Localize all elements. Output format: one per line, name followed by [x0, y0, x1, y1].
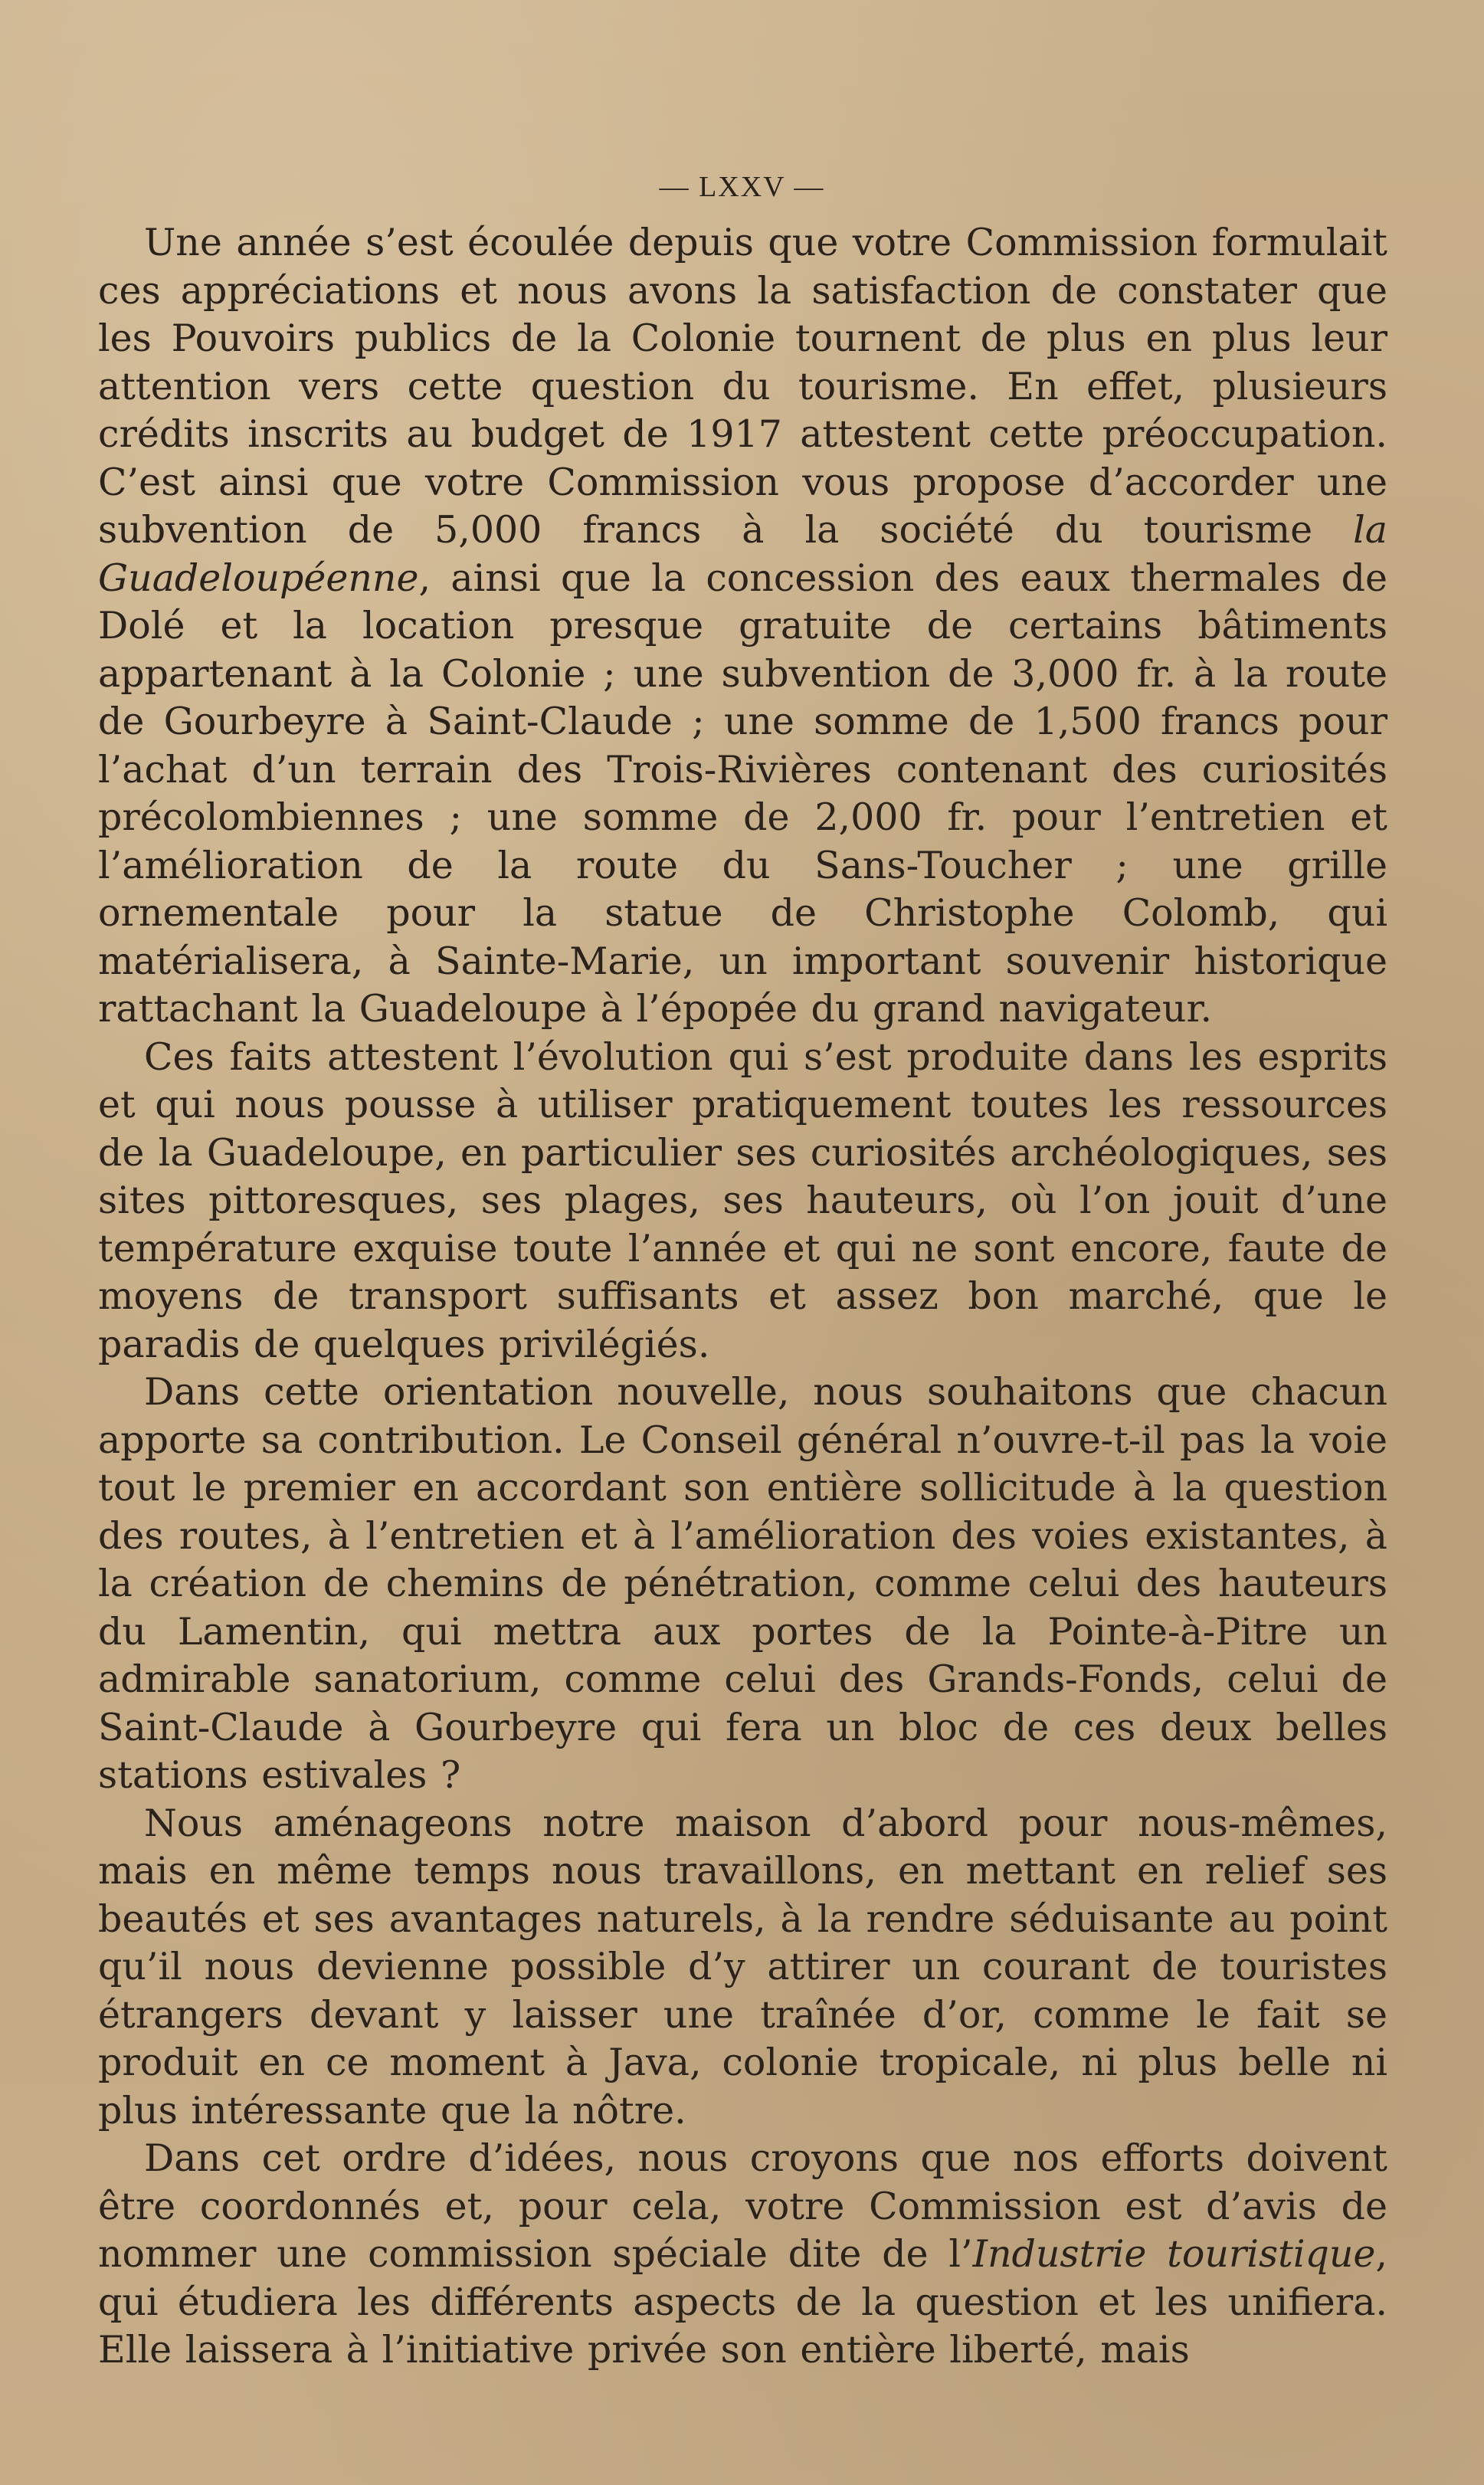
page-number: — LXXV —	[659, 171, 825, 203]
paragraph-1	[98, 219, 1387, 1034]
paragraph-2	[98, 1034, 1387, 1369]
paragraph-4-text: Nous aménageons notre maison d’abord pour nous-mêmes, mais en même temps nous travaillons, en mettant en relief ses beautés et ses avantages naturels, à la rendre séduisante au point qu’il nous devienne possible d’y attirer un courant de touristes étrangers devant y laisser une traînée d’or, comme le fait se produit en ce moment à Java, colonie tropicale, ni plus belle ni plus intéressante que la nôtre.	[98, 1801, 1387, 2133]
paragraph-5-italic: Industrie touristique	[972, 2232, 1376, 2276]
paragraph-2-text: Ces faits attestent l’évolution qui s’est produite dans les esprits et qui nous pousse à utiliser pratiquement toutes les ressources de la Guadeloupe, en particulier ses curiosités archéologiques, ses sites pittoresques, ses plages, ses hauteurs, où l’on jouit d’une température exquise toute l’année et qui ne sont encore, faute de moyens de transport suffisants et assez bon marché, que le paradis de quelques privilégiés.	[98, 1034, 1387, 1366]
paragraph-1-text-end: , ainsi que la concession des eaux thermales de Dolé et la location presque gratuite de certains bâtiments appartenant à la Colonie ; une subvention de 3,000 fr. à la route de Gourbeyre à Saint-Claude ; une somme de 1,500 francs pour l’achat d’un terrain des Trois-Rivières contenant des curiosités précolombiennes ; une somme de 2,000 fr. pour l’entretien et l’amélioration de la route du Sans-Toucher ; une grille ornementale pour la statue de Christophe Colomb, qui matérialisera, à Sainte-Marie, un important souvenir historique rattachant la Guadeloupe à l’épopée du grand navigateur.	[98, 556, 1387, 1031]
paragraph-1-italic: la Guadeloupéenne	[98, 508, 1387, 600]
paragraph-4	[98, 1800, 1387, 2136]
paragraph-5	[98, 2135, 1387, 2375]
paragraph-3-text: Dans cette orientation nouvelle, nous souhaitons que chacun apporte sa contribution. Le Conseil général n’ouvre-t-il pas la voie tout le premier en accordant son entière sollicitude à la question des routes, à l’entretien et à l’amélioration des voies existantes, à la création de chemins de pénétration, comme celui des hauteurs du Lamentin, qui mettra aux portes de la Pointe-à-Pitre un admirable sanatorium, comme celui des Grands-Fonds, celui de Saint-Claude à Gourbeyre qui fera un bloc de ces deux belles stations estivales ?	[98, 1370, 1387, 1797]
paragraph-3	[98, 1369, 1387, 1800]
paragraph-1-text: Une année s’est écoulée depuis que votre Commission formulait ces appréciations et nous avons la satisfaction de constater que les Pouvoirs publics de la Colonie tournent de plus en plus leur attention vers cette question du tourisme. En effet, plusieurs crédits inscrits au budget de 1917 attestent cette préoccupation. C’est ainsi que votre Commission vous propose d’accorder une subvention de 5,000 francs à la société du tourisme	[98, 221, 1387, 552]
paragraph-5-text: Dans cet ordre d’idées, nous croyons que nos efforts doivent être coordonnés et, pour cela, votre Commission est d’avis de nommer une commission spéciale dite de l’	[98, 2136, 1387, 2276]
body-text	[98, 219, 1387, 2375]
paragraph-5-text-end: , qui étudiera les différents aspects de la question et les unifiera. Elle laissera à l’initiative privée son entière liberté, mais	[98, 2232, 1387, 2372]
